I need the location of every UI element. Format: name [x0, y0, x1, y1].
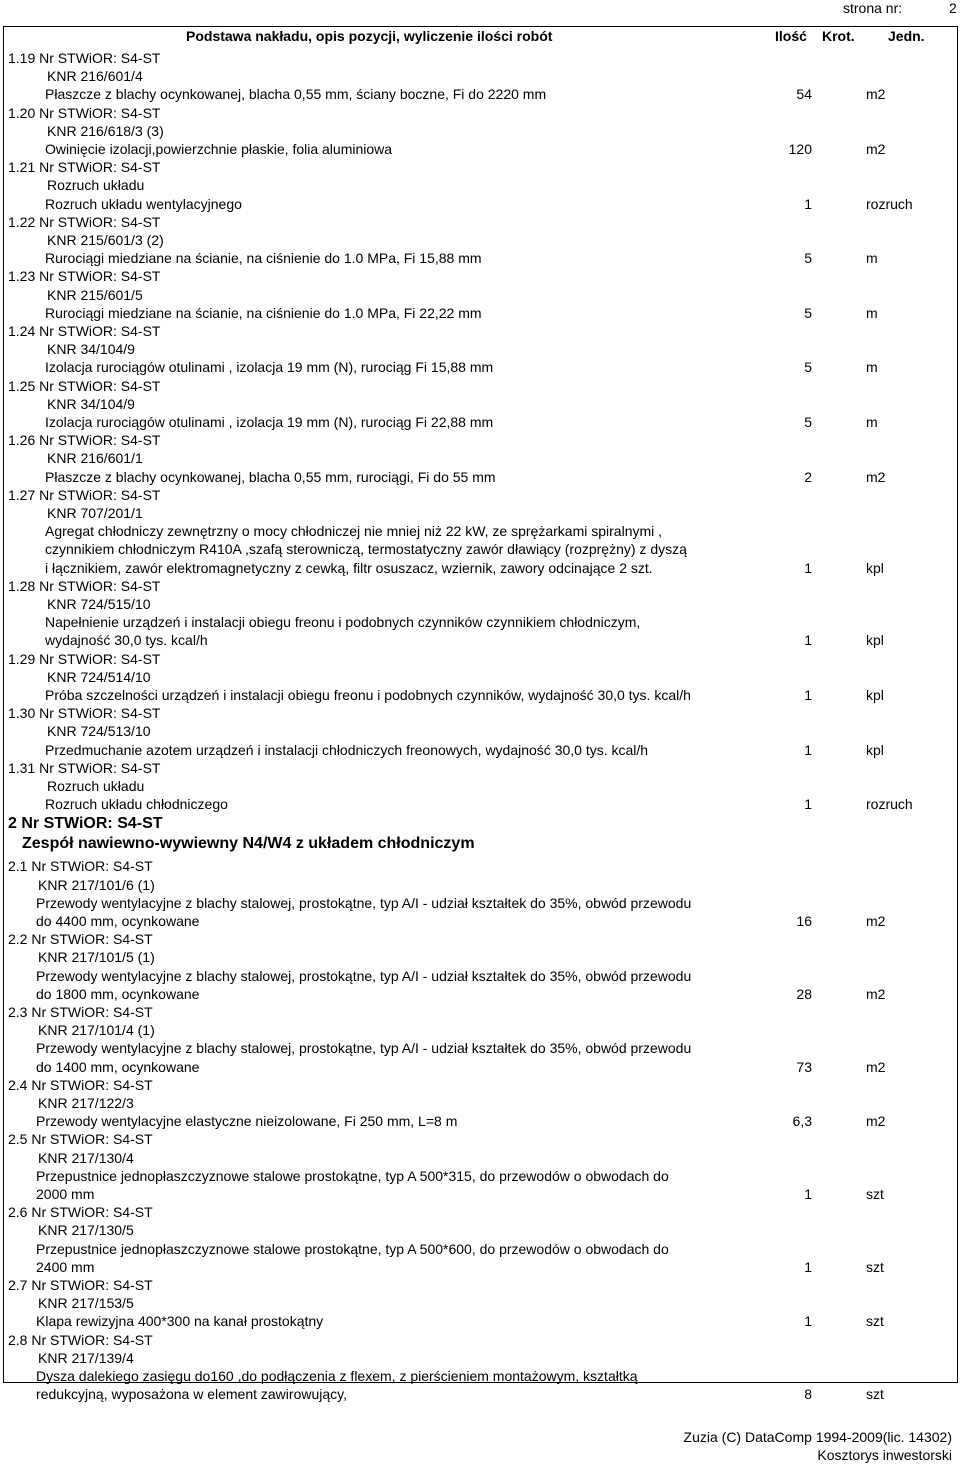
page-number-value: 2 [949, 0, 957, 16]
item-number: 1.29 Nr STWiOR: S4-ST [8, 650, 161, 667]
item-description: wydajność 30,0 tys. kcal/h [45, 632, 208, 649]
item-number: 2.5 Nr STWiOR: S4-ST [8, 1131, 153, 1148]
item-code: KNR 217/130/4 [38, 1149, 134, 1166]
item-code: KNR 216/601/1 [47, 450, 143, 467]
item-code: KNR 217/153/5 [38, 1295, 134, 1312]
item-qty: 1 [804, 559, 812, 576]
item-description: Przewody wentylacyjne z blachy stalowej, prostokątne, typ A/I - udział kształtek do 35%, obwód przewodu [36, 1040, 692, 1057]
item-unit: kpl [866, 632, 884, 649]
item-unit: m2 [866, 913, 886, 929]
item-qty: 1 [804, 632, 812, 649]
item-number: 1.25 Nr STWiOR: S4-ST [8, 377, 161, 394]
item-unit: m2 [866, 141, 886, 157]
item-code: KNR 724/514/10 [47, 668, 151, 685]
page-number [843, 0, 957, 16]
item-unit: m2 [866, 985, 886, 1002]
item-code: KNR 217/101/4 (1) [38, 1022, 155, 1039]
item-description: Rurociągi miedziane na ścianie, na ciśnienie do 1.0 MPa, Fi 15,88 mm [45, 250, 482, 267]
header-qty: Ilość [775, 28, 807, 44]
item-description: Przedmuchanie azotem urządzeń i instalacji chłodniczych freonowych, wydajność 30,0 tys. kcal/h [45, 741, 649, 758]
item-number: 2.8 Nr STWiOR: S4-ST [8, 1331, 153, 1348]
item-qty: 1 [804, 796, 812, 813]
item-code: KNR 707/201/1 [47, 505, 143, 521]
item-unit: m [866, 304, 878, 321]
item-code: KNR 217/101/5 (1) [38, 949, 155, 966]
item-number: 1.21 Nr STWiOR: S4-ST [8, 159, 161, 176]
item-qty: 1 [804, 1258, 812, 1275]
item-description: Dysza dalekiego zasięgu do160 ,do podłączenia z flexem, z pierścieniem montażowym, kształtką [36, 1368, 638, 1384]
item-code: KNR 215/601/5 [47, 286, 143, 303]
item-code: KNR 217/130/5 [38, 1222, 134, 1239]
item-code: Rozruch układu [47, 177, 145, 194]
item-description: do 1800 mm, ocynkowane [36, 985, 200, 1002]
item-number: 1.19 Nr STWiOR: S4-ST [8, 50, 161, 66]
item-number: 2.6 Nr STWiOR: S4-ST [8, 1204, 153, 1221]
item-number: 2.3 Nr STWiOR: S4-ST [8, 1004, 153, 1020]
item-code: KNR 34/104/9 [47, 395, 135, 412]
item-unit: m [866, 250, 878, 267]
item-code: KNR 216/618/3 (3) [47, 122, 164, 139]
item-description: i łącznikiem, zawór elektromagnetyczny z cewką, filtr osuszacz, wziernik, zawory odcinające 2 szt. [45, 559, 653, 576]
header-krot: Krot. [822, 28, 855, 44]
item-qty: 28 [796, 985, 812, 1002]
item-code: KNR 215/601/3 (2) [47, 232, 164, 248]
item-unit: kpl [866, 687, 884, 703]
item-code: KNR 724/513/10 [47, 723, 151, 740]
item-unit: rozruch [866, 796, 913, 813]
item-qty: 1 [804, 1186, 812, 1202]
item-description: Rozruch układu wentylacyjnego [45, 195, 242, 212]
item-qty: 5 [804, 414, 812, 430]
item-number: 1.22 Nr STWiOR: S4-ST [8, 213, 161, 230]
item-qty: 73 [796, 1058, 812, 1075]
item-unit: szt [866, 1186, 884, 1202]
item-unit: rozruch [866, 195, 913, 212]
item-qty: 1 [804, 687, 812, 703]
item-number: 1.26 Nr STWiOR: S4-ST [8, 432, 161, 449]
item-number: 1.30 Nr STWiOR: S4-ST [8, 705, 161, 722]
item-number: 1.24 Nr STWiOR: S4-ST [8, 323, 161, 339]
item-description: Izolacja rurociągów otulinami , izolacja 19 mm (N), rurociąg Fi 15,88 mm [45, 359, 494, 376]
item-description: do 1400 mm, ocynkowane [36, 1058, 200, 1075]
item-qty: 5 [804, 304, 812, 321]
section-title: Zespół nawiewno-wywiewny N4/W4 z układem chłodniczym [22, 835, 475, 853]
header-description: Podstawa nakładu, opis pozycji, wyliczenie ilości robót [186, 28, 553, 44]
item-qty: 5 [804, 359, 812, 376]
item-unit: szt [866, 1386, 884, 1403]
item-qty: 1 [804, 1313, 812, 1330]
item-code: Rozruch układu [47, 778, 145, 794]
item-unit: m [866, 414, 878, 430]
item-code: KNR 216/601/4 [47, 68, 143, 85]
item-unit: m2 [866, 1113, 886, 1130]
header-unit: Jedn. [888, 28, 925, 44]
page-number-label: strona nr: [843, 0, 903, 16]
item-description: Agregat chłodniczy zewnętrzny o mocy chłodniczej nie mniej niż 22 kW, ze sprężarkami spiralnymi , [45, 523, 663, 540]
item-description: 2000 mm [36, 1186, 95, 1202]
footer-doc-type: Kosztorys inwestorski [817, 1447, 952, 1463]
item-description: Płaszcze z blachy ocynkowanej, blacha 0,55 mm, ściany boczne, Fi do 2220 mm [45, 86, 547, 103]
item-description: Przewody wentylacyjne z blachy stalowej, prostokątne, typ A/I - udział kształtek do 35%, obwód przewodu [36, 967, 692, 984]
item-unit: kpl [866, 741, 884, 758]
item-qty: 6,3 [792, 1113, 812, 1130]
item-description: Owinięcie izolacji,powierzchnie płaskie, folia aluminiowa [45, 141, 393, 157]
item-description: Próba szczelności urządzeń i instalacji obiegu freonu i podobnych czynników, wydajność 30,0 tys. kcal/h [45, 687, 691, 703]
item-qty: 8 [804, 1386, 812, 1403]
footer-software: Zuzia (C) DataComp 1994-2009(lic. 14302) [683, 1429, 952, 1445]
item-unit: szt [866, 1313, 884, 1330]
item-qty: 5 [804, 250, 812, 267]
item-unit: kpl [866, 559, 884, 576]
item-number: 1.27 Nr STWiOR: S4-ST [8, 486, 161, 503]
item-unit: m2 [866, 86, 886, 103]
item-unit: m2 [866, 1058, 886, 1075]
item-unit: m [866, 359, 878, 376]
section-number: 2 Nr STWiOR: S4-ST [8, 815, 163, 833]
item-number: 1.23 Nr STWiOR: S4-ST [8, 268, 161, 285]
item-qty: 2 [804, 468, 812, 485]
item-number: 2.1 Nr STWiOR: S4-ST [8, 858, 153, 875]
item-description: Przepustnice jednopłaszczyznowe stalowe prostokątne, typ A 500*315, do przewodów o obwodach do [36, 1167, 669, 1184]
item-description: Przewody wentylacyjne z blachy stalowej, prostokątne, typ A/I - udział kształtek do 35%, obwód przewodu [36, 894, 692, 911]
item-number: 1.28 Nr STWiOR: S4-ST [8, 577, 161, 594]
item-code: KNR 217/101/6 (1) [38, 876, 155, 893]
item-description: czynnikiem chłodniczym R410A ,szafą sterowniczą, termostatyczny zawór dławiący (rozprężny) z dyszą [45, 541, 687, 558]
item-number: 2.4 Nr STWiOR: S4-ST [8, 1076, 153, 1093]
item-code: KNR 217/139/4 [38, 1349, 134, 1366]
item-description: Napełnienie urządzeń i instalacji obiegu freonu i podobnych czynników czynnikiem chłodniczym, [45, 614, 641, 631]
footer [684, 1428, 952, 1464]
item-qty: 120 [788, 141, 812, 157]
item-number: 1.20 Nr STWiOR: S4-ST [8, 104, 161, 121]
item-description: Rozruch układu chłodniczego [45, 796, 228, 813]
item-qty: 1 [804, 741, 812, 758]
item-description: Płaszcze z blachy ocynkowanej, blacha 0,55 mm, rurociągi, Fi do 55 mm [45, 468, 496, 485]
item-code: KNR 217/122/3 [38, 1095, 134, 1111]
item-unit: szt [866, 1258, 884, 1275]
item-description: Klapa rewizyjna 400*300 na kanał prostokątny [36, 1313, 324, 1330]
item-number: 1.31 Nr STWiOR: S4-ST [8, 759, 161, 776]
item-qty: 54 [796, 86, 812, 103]
item-description: do 4400 mm, ocynkowane [36, 913, 200, 929]
item-description: Przewody wentylacyjne elastyczne nieizolowane, Fi 250 mm, L=8 m [36, 1113, 458, 1130]
item-description: redukcyjną, wyposażona w element zawirowujący, [36, 1386, 347, 1403]
item-description: Izolacja rurociągów otulinami , izolacja 19 mm (N), rurociąg Fi 22,88 mm [45, 414, 494, 430]
item-description: Rurociągi miedziane na ścianie, na ciśnienie do 1.0 MPa, Fi 22,22 mm [45, 304, 482, 321]
item-unit: m2 [866, 468, 886, 485]
item-description: Przepustnice jednopłaszczyznowe stalowe prostokątne, typ A 500*600, do przewodów o obwodach do [36, 1240, 669, 1257]
item-number: 2.2 Nr STWiOR: S4-ST [8, 931, 153, 948]
item-code: KNR 34/104/9 [47, 341, 135, 358]
item-description: 2400 mm [36, 1258, 95, 1275]
item-qty: 16 [796, 913, 812, 929]
item-qty: 1 [804, 195, 812, 212]
item-number: 2.7 Nr STWiOR: S4-ST [8, 1277, 153, 1293]
item-code: KNR 724/515/10 [47, 596, 151, 612]
